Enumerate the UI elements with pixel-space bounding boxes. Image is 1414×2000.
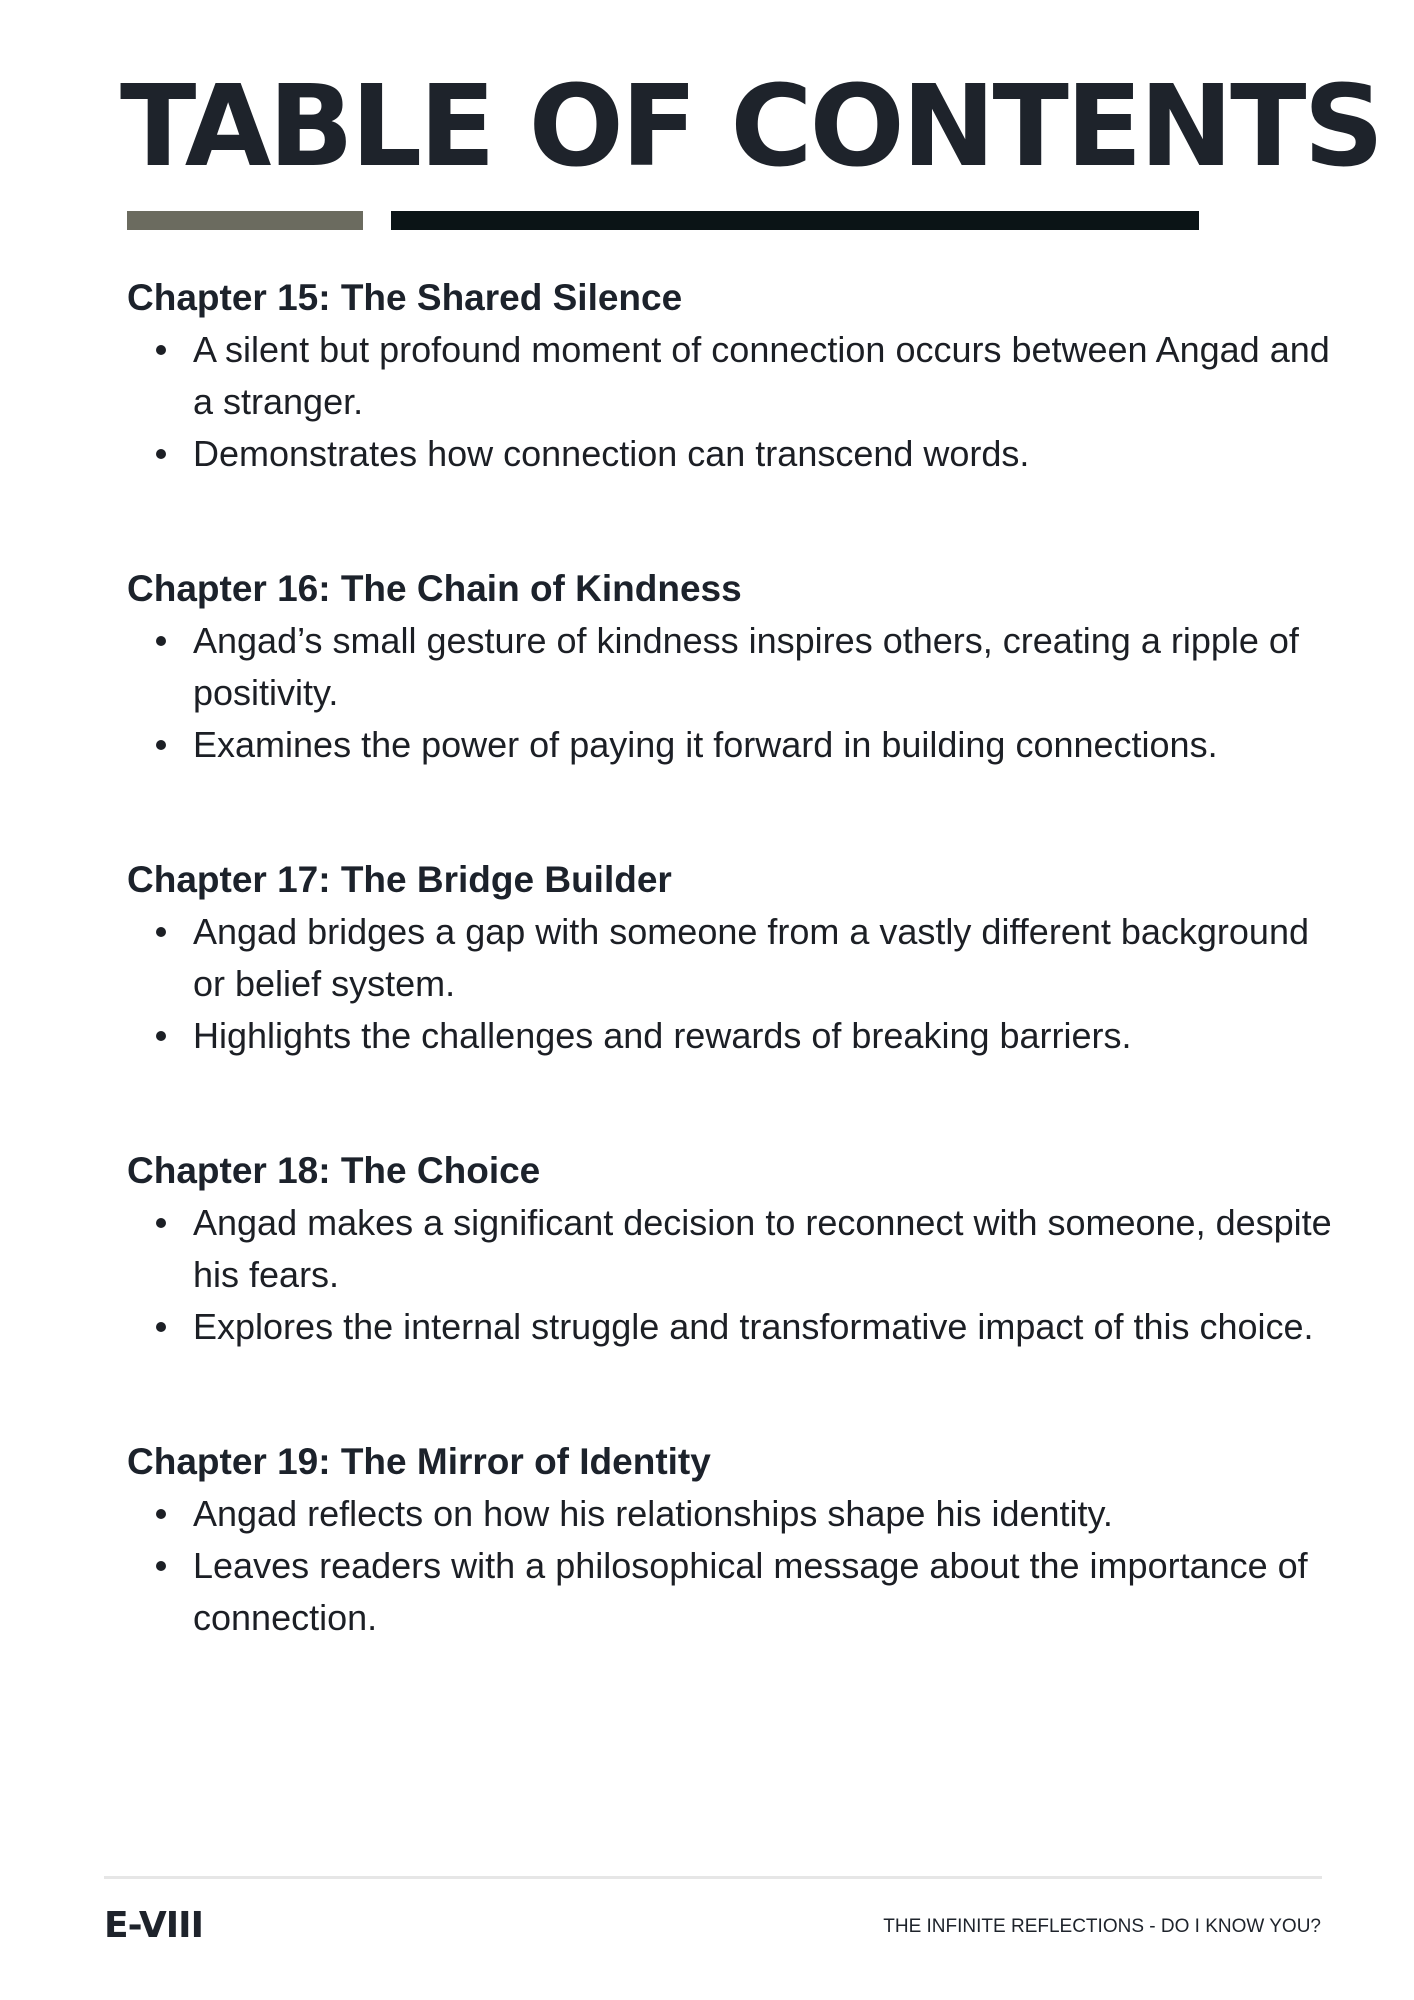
bullet-dot-icon: [156, 740, 166, 750]
bullet-dot-icon: [156, 1561, 166, 1571]
bullet-text: Angad makes a significant decision to reconnect with someone, despite his fears.: [193, 1202, 1332, 1295]
bullet-item: [127, 719, 1347, 771]
bullet-dot-icon: [156, 1322, 166, 1332]
chapter-19: [127, 1436, 1347, 1644]
bullet-item: [127, 906, 1347, 1010]
footer-page-code: E-VIII: [104, 1905, 203, 1946]
chapter-bullets: [127, 1197, 1347, 1353]
bullet-dot-icon: [156, 1218, 166, 1228]
chapter-title: Chapter 15: The Shared Silence: [127, 277, 683, 318]
chapter-title: Chapter 16: The Chain of Kindness: [127, 568, 742, 609]
chapter-bullets: [127, 906, 1347, 1062]
chapter-18: [127, 1145, 1347, 1353]
chapter-bullets: [127, 1488, 1347, 1644]
chapter-title: Chapter 18: The Choice: [127, 1150, 541, 1191]
chapter-17: [127, 854, 1347, 1062]
bullet-text: Demonstrates how connection can transcend words.: [193, 433, 1030, 474]
title-accent-bar-dark: [391, 211, 1199, 230]
bullet-text: Angad reflects on how his relationships shape his identity.: [193, 1493, 1113, 1534]
bullet-text: Highlights the challenges and rewards of breaking barriers.: [193, 1015, 1132, 1056]
bullet-item: [127, 324, 1347, 428]
bullet-dot-icon: [156, 1031, 166, 1041]
bullet-text: Explores the internal struggle and transformative impact of this choice.: [193, 1306, 1314, 1347]
chapter-15: [127, 272, 1347, 480]
bullet-dot-icon: [156, 449, 166, 459]
bullet-text: Angad’s small gesture of kindness inspires others, creating a ripple of positivity.: [193, 620, 1299, 713]
bullet-text: Leaves readers with a philosophical message about the importance of connection.: [193, 1545, 1308, 1638]
chapter-bullets: [127, 615, 1347, 771]
bullet-item: [127, 615, 1347, 719]
bullet-item: [127, 1010, 1347, 1062]
bullet-item: [127, 1197, 1347, 1301]
bullet-item: [127, 428, 1347, 480]
bullet-dot-icon: [156, 636, 166, 646]
bullet-text: A silent but profound moment of connection occurs between Angad and a stranger.: [193, 329, 1330, 422]
footer-divider: [104, 1876, 1322, 1879]
footer-book-title: THE INFINITE REFLECTIONS - DO I KNOW YOU?: [883, 1916, 1321, 1937]
title-accent-bar-grey: [127, 211, 363, 230]
bullet-item: [127, 1301, 1347, 1353]
bullet-item: [127, 1540, 1347, 1644]
bullet-text: Examines the power of paying it forward in building connections.: [193, 724, 1218, 765]
bullet-dot-icon: [156, 927, 166, 937]
bullet-text: Angad bridges a gap with someone from a vastly different background or belief system.: [193, 911, 1309, 1004]
chapter-bullets: [127, 324, 1347, 480]
bullet-item: [127, 1488, 1347, 1540]
bullet-dot-icon: [156, 1509, 166, 1519]
chapter-title: Chapter 17: The Bridge Builder: [127, 859, 672, 900]
page-title: TABLE OF CONTENTS: [120, 62, 1382, 192]
bullet-dot-icon: [156, 345, 166, 355]
chapter-list: [127, 272, 1347, 1727]
chapter-16: [127, 563, 1347, 771]
chapter-title: Chapter 19: The Mirror of Identity: [127, 1441, 711, 1482]
